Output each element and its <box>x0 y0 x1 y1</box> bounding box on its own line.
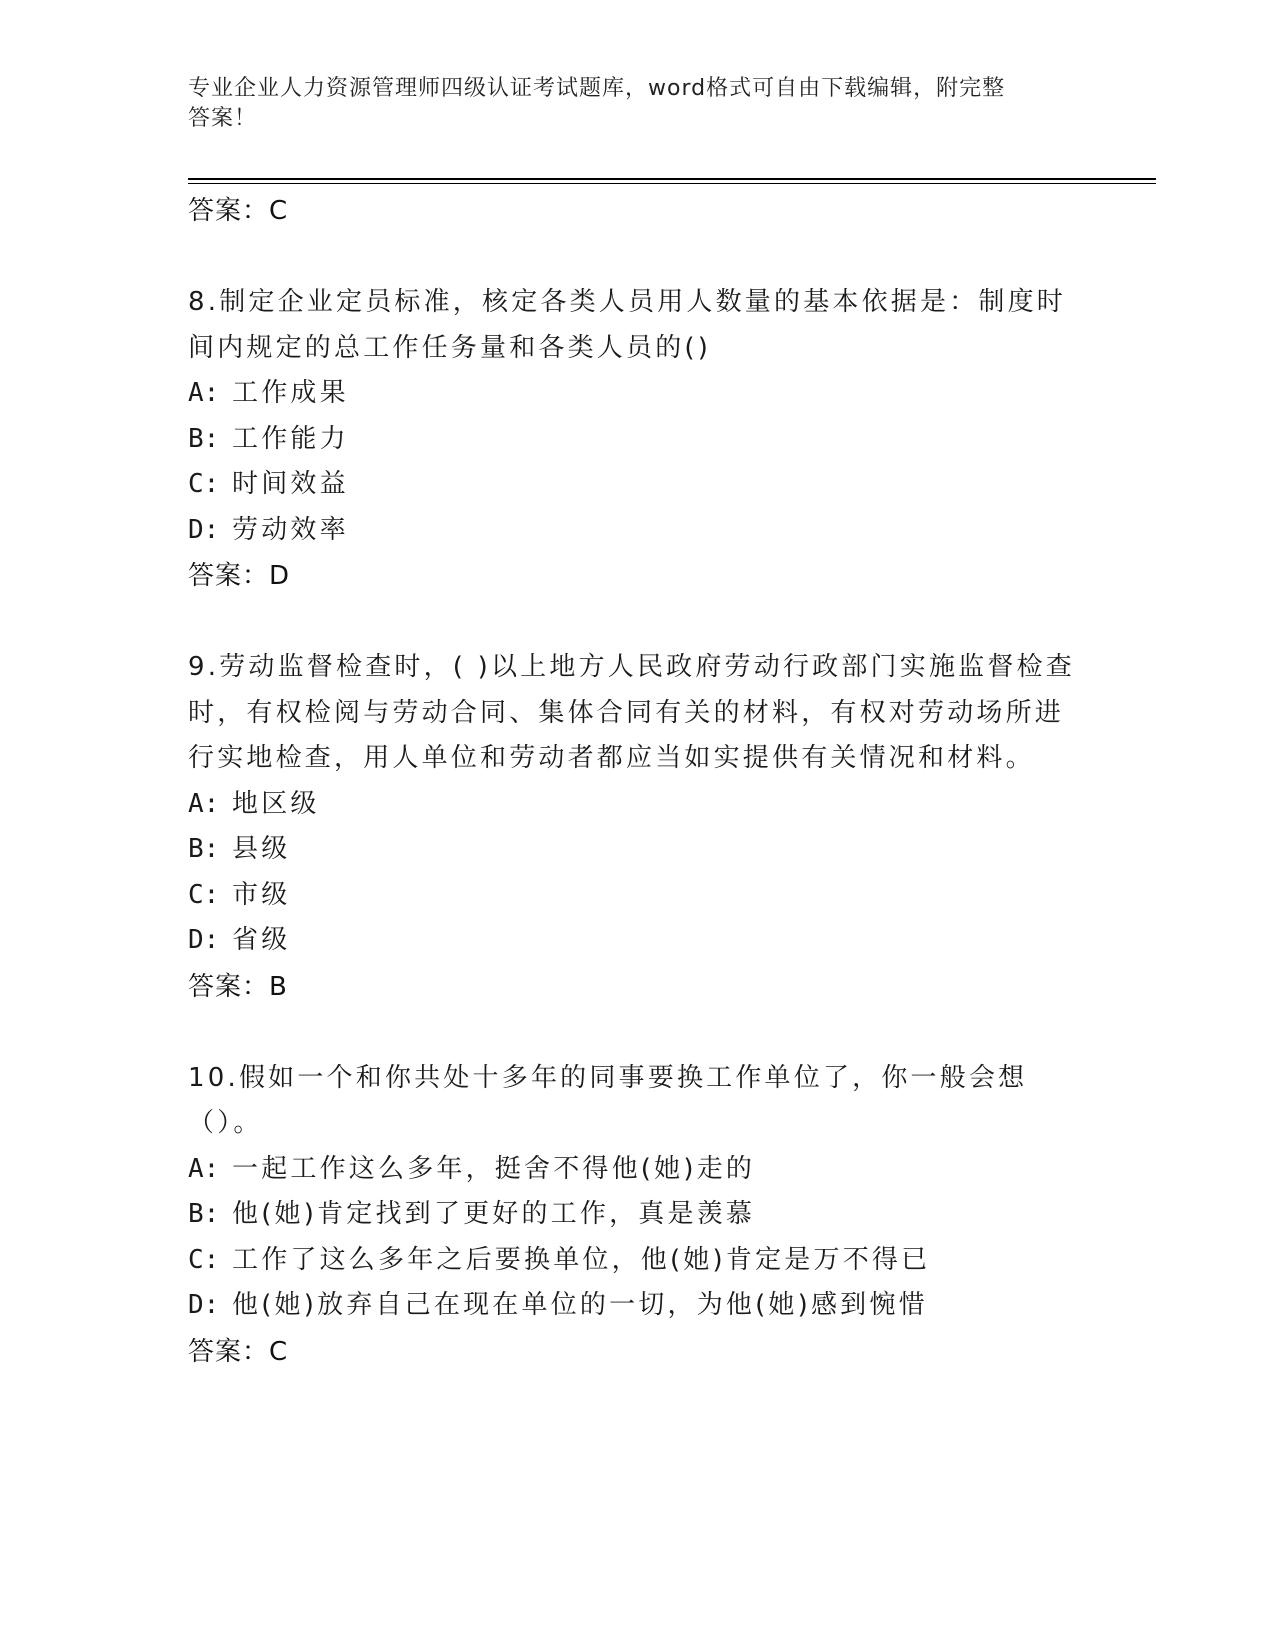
question-text: 10.假如一个和你共处十多年的同事要换工作单位了，你一般会想（）。 <box>188 1062 1028 1138</box>
answer-line <box>188 1329 1088 1375</box>
option-key: A: <box>188 788 220 819</box>
option-key: A: <box>188 1153 220 1184</box>
option-text: 劳动效率 <box>232 514 349 545</box>
header-line-2: 答案！ <box>188 106 258 131</box>
option-key: C: <box>188 469 220 499</box>
option-text: 一起工作这么多年，挺舍不得他(她)走的 <box>232 1153 756 1184</box>
option-a <box>188 371 1088 417</box>
option-key: D: <box>188 1290 220 1320</box>
header-divider-thick <box>188 178 1156 180</box>
question-10 <box>188 1056 1088 1375</box>
page-header <box>188 74 1068 134</box>
answer-label: 答案： <box>188 971 270 1002</box>
option-text: 工作成果 <box>232 378 349 408</box>
answer-value: D <box>269 561 291 591</box>
option-key: D: <box>188 925 220 955</box>
option-text: 工作了这么多年之后要换单位，他(她)肯定是万不得已 <box>232 1244 931 1275</box>
option-c <box>188 1238 1088 1284</box>
question-9 <box>188 645 1088 1010</box>
option-b <box>188 417 1088 463</box>
option-text: 县级 <box>232 834 291 864</box>
answer-line <box>188 964 1088 1010</box>
option-b <box>188 827 1088 873</box>
option-a <box>188 1147 1088 1193</box>
option-d <box>188 918 1088 964</box>
option-key: B: <box>188 423 220 454</box>
option-text: 省级 <box>232 925 291 955</box>
option-key: C: <box>188 1244 220 1275</box>
option-d <box>188 508 1088 554</box>
question-text: 8.制定企业定员标准，核定各类人员用人数量的基本依据是：制度时间内规定的总工作任务量和各类人员的() <box>188 287 1067 363</box>
answer-label: 答案： <box>188 561 270 591</box>
option-key: B: <box>188 1199 220 1229</box>
answer-value: B <box>269 971 288 1002</box>
option-key: B: <box>188 834 220 864</box>
option-key: A: <box>188 378 220 408</box>
option-b <box>188 1192 1088 1238</box>
option-text: 他(她)肯定找到了更好的工作，真是羡慕 <box>232 1199 756 1229</box>
answer-value: C <box>269 1336 289 1367</box>
option-key: D: <box>188 514 220 545</box>
answer-line <box>188 553 1088 599</box>
header-divider-thin <box>188 183 1156 184</box>
option-a <box>188 782 1088 828</box>
answer-label: 答案： <box>188 196 270 226</box>
option-text: 地区级 <box>232 788 320 819</box>
answer-label: 答案： <box>188 1336 270 1367</box>
option-text: 他(她)放弃自己在现在单位的一切，为他(她)感到惋惜 <box>232 1290 928 1320</box>
header-line-1: 专业企业人力资源管理师四级认证考试题库，word格式可自由下载编辑，附完整 <box>188 76 1006 101</box>
option-text: 时间效益 <box>232 469 349 499</box>
question-8 <box>188 280 1088 599</box>
option-key: C: <box>188 879 220 910</box>
option-text: 工作能力 <box>232 423 349 454</box>
question-list <box>188 188 1088 1375</box>
question-text: 9.劳动监督检查时，( )以上地方人民政府劳动行政部门实施监督检查时，有权检阅与劳动合同、集体合同有关的材料，有权对劳动场所进行实地检查，用人单位和劳动者都应当如实提供有关情况和材料。 <box>188 652 1075 773</box>
option-c <box>188 462 1088 508</box>
option-text: 市级 <box>232 879 291 910</box>
answer-value: C <box>269 196 289 226</box>
option-d <box>188 1283 1088 1329</box>
answer-line <box>188 188 1088 234</box>
option-c <box>188 873 1088 919</box>
